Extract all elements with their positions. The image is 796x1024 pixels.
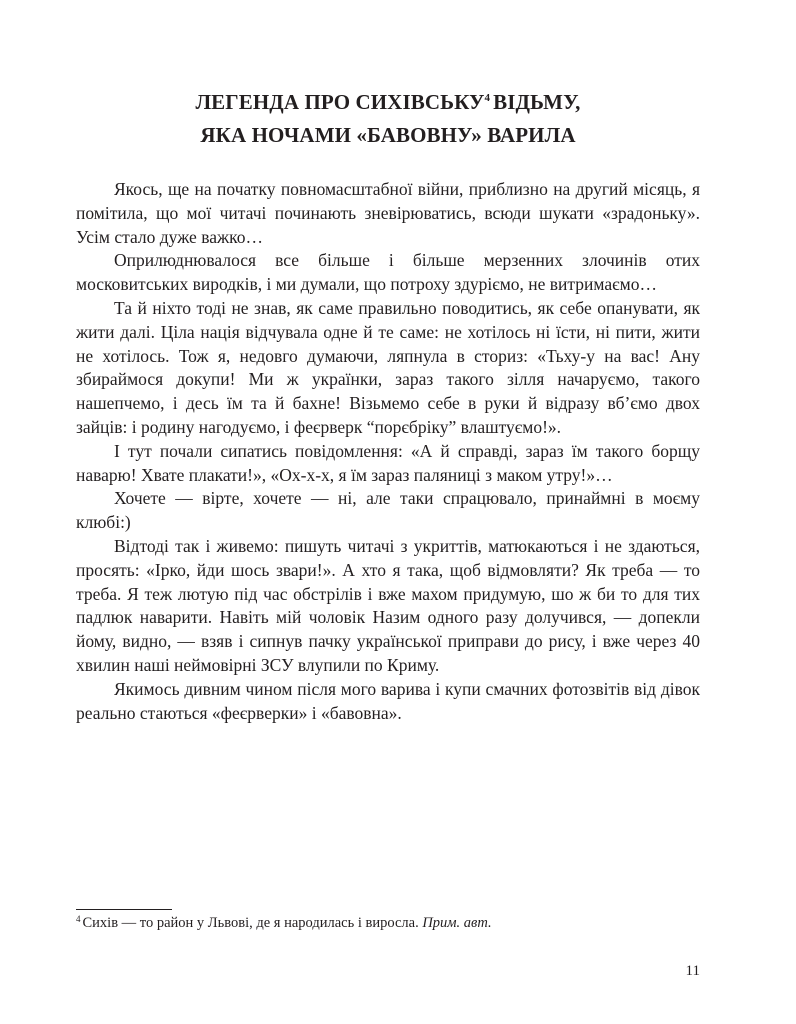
footnote-reference[interactable]: 4 [484,92,491,104]
paragraph: Відтоді так і живемо: пишуть читачі з укриттів, матюкаються і не здаються, просять: «Ірко, йди шось звари!». А хто я така, щоб відмовляти? Як треба — то треба. Я теж лютую під час обстрілів і вже махом придумую, шо ж би то для тих падлюк наварити. Навіть мій чоловік Назим одного разу долучився, — допекли йому, видно, — взяв і сипнув пачку української приправи до рису, і вже через 40 хвилин наші неймовірні ЗСУ влупили по Криму. [76,535,700,675]
paragraph: Оприлюднювалося все більше і більше мерзенних злочинів отих московитських виродків, і ми думали, що потроху здуріємо, не витримаємо… [76,250,700,295]
paragraph: І тут почали сипатись повідомлення: «А й справді, зараз їм такого борщу наварю! Хвате плакати!», «Ох-х-х, я їм зараз паляниці з маком утру!»… [76,440,700,485]
chapter-title-text-end: ВІДЬМУ, [493,90,581,114]
chapter-title-line-2: ЯКА НОЧАМИ «БАВОВНУ» ВАРИЛА [200,123,576,147]
paragraph: Якимось дивним чином після мого варива і купи смачних фотозвітів від дівок реально стаються «феєрверки» і «бавовна». [76,678,700,723]
paragraph: Та й ніхто тоді не знав, як саме правильно поводитись, як себе опанувати, як жити далі. Ціла нація відчувала одне й те саме: не хотілось ні їсти, ні пити, жити не хотілось. Тож я, недовго думаючи, ляпнула в сториз: «Тьху-у на вас! Ану збираймося докупи! Ми ж українки, зараз такого зілля начаруємо, такого нашепчемо, і десь їм та й бахне! Візьмемо себе в руки й відразу вб’ємо двох зайців: і родину нагодуємо, і феєрверк “порєбріку” влаштуємо!». [76,297,700,437]
body-text [76,178,700,725]
chapter-title-line-1 [76,88,700,121]
paragraph: Хочете — вірте, хочете — ні, але таки спрацювало, принаймні в моєму клюбі:) [76,488,700,533]
footnote [76,913,700,934]
footnote-text: Сихів — то район у Львові, де я народилась і виросла. [82,915,419,931]
chapter-title [76,88,700,150]
paragraph: Якось, ще на початку повномасштабної війни, приблизно на другий місяць, я помітила, що мої читачі починають зневірюватись, всюди шукати «зрадоньку». Усім стало дуже важко… [76,179,700,247]
chapter-title-text: ЛЕГЕНДА ПРО СИХІВСЬКУ [195,90,485,114]
footnote-divider [76,909,172,910]
page-number: 11 [685,963,700,979]
footnote-number: 4 [76,914,81,924]
footnote-author-note: Прим. авт. [422,915,492,931]
